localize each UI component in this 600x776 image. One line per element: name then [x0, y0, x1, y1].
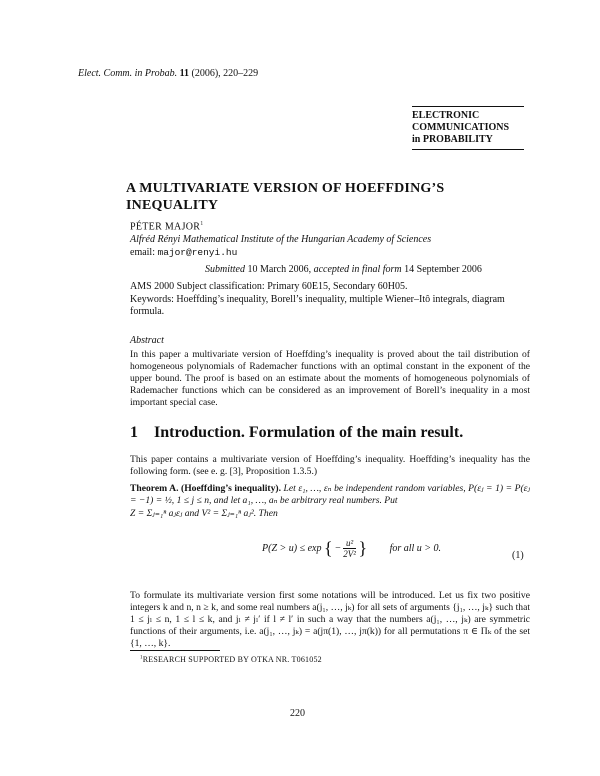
equation-1	[262, 538, 441, 559]
author-line	[130, 221, 204, 232]
journal-citation	[78, 68, 258, 79]
theorem-label: Theorem A. (Hoeffding’s inequality).	[130, 483, 281, 494]
equation-condition: for all u > 0.	[389, 542, 442, 554]
theorem-a	[130, 483, 530, 507]
submission-dates	[205, 264, 482, 275]
accepted-label: accepted in final form	[313, 264, 402, 275]
footnote-mark: 1	[140, 655, 143, 661]
logo-line-1: ELECTRONIC	[412, 110, 480, 121]
submitted-date: 10 March 2006,	[247, 264, 312, 275]
journal-name: Elect. Comm. in Probab.	[78, 68, 178, 79]
author-email[interactable]: major@renyi.hu	[157, 247, 238, 258]
section-number: 1	[130, 424, 138, 441]
logo-line-2: COMMUNICATIONS	[412, 122, 510, 133]
author-affiliation: Alfréd Rényi Mathematical Institute of the Hungarian Academy of Sciences	[130, 234, 432, 245]
journal-volume: 11	[179, 68, 190, 79]
equation-numerator: u²	[345, 538, 354, 548]
theorem-text-2: Z = Σⱼ₌₁ⁿ aⱼεⱼ and V² = Σⱼ₌₁ⁿ aⱼ². Then	[130, 508, 278, 519]
footnote-rule	[130, 650, 220, 651]
paper-title: A MULTIVARIATE VERSION OF HOEFFDING’S INEQUALITY	[126, 181, 445, 213]
equation-fraction	[343, 538, 356, 559]
equation-brace-left: {	[323, 538, 333, 558]
equation-minus: −	[335, 543, 341, 554]
email-label: email:	[130, 247, 155, 258]
ams-classification: AMS 2000 Subject classification: Primary 60E15, Secondary 60H05.	[130, 281, 408, 292]
equation-number: (1)	[512, 550, 524, 561]
abstract-heading: Abstract	[130, 335, 164, 346]
notation-paragraph: To formulate its multivariate version first some notations will be introduced. Let us fix two positive integers k and n, n ≥ k, and some real numbers a(j₁, …, jₖ) for all sets of arguments {j₁, …, jₖ} such that 1 ≤ jₗ ≤ n, 1 ≤ l ≤ k, and jₗ ≠ jₗ′ if l ≠ l′ in such a way that the numbers a(j₁, …, jₖ) are symmetric functions of their arguments, i.e. a(j₁, …, jₖ) = a(jπ(1), …, jπ(k)) for all permutations π ∈ Πₖ of the set {1, …, k}.	[130, 590, 530, 649]
author-email-line	[130, 247, 237, 258]
footnote-text: RESEARCH SUPPORTED BY OTKA NR. T061052	[142, 655, 322, 664]
logo-line-3: in PROBABILITY	[412, 134, 493, 145]
equation-brace-right: }	[358, 538, 368, 558]
equation-denominator: 2V²	[343, 549, 356, 559]
intro-paragraph: This paper contains a multivariate version of Hoeffding’s inequality. Hoeffding’s inequality has the following form. (see e. g. [3], Proposition 1.3.5.)	[130, 454, 530, 477]
page-number: 220	[290, 708, 305, 719]
section-title: Introduction. Formulation of the main result.	[154, 424, 464, 441]
equation-lhs: P(Z > u) ≤ exp	[262, 542, 322, 554]
footnote	[140, 655, 322, 664]
journal-logo	[412, 106, 524, 150]
abstract-text: In this paper a multivariate version of Hoeffding’s inequality is proved about the tail distribution of homogeneous polynomials of Rademacher functions with an optimal constant in the exponent of the upper bound. The proof is based on an estimate about the moments of homogeneous polynomials of Rademacher functions which can be considered as an improvement of Borell’s inequality in a most important special case.	[130, 349, 530, 408]
journal-year-pages: (2006), 220–229	[191, 68, 259, 79]
author-footnote-mark[interactable]: 1	[200, 221, 204, 227]
section-heading	[130, 424, 463, 442]
author-name: PÉTER MAJOR	[130, 221, 201, 233]
theorem-text-1: Let ε₁, …, εₙ be independent random variables, P(εⱼ = 1) = P(εⱼ = −1) = ½, 1 ≤ j ≤ n, and let a₁, …, aₙ be arbitrary real numbers. Put	[130, 483, 530, 506]
keywords: Keywords: Hoeffding’s inequality, Borell’s inequality, multiple Wiener–Itô integrals, diagram formula.	[130, 294, 505, 317]
submitted-label: Submitted	[205, 264, 245, 275]
accepted-date: 14 September 2006	[404, 264, 482, 275]
